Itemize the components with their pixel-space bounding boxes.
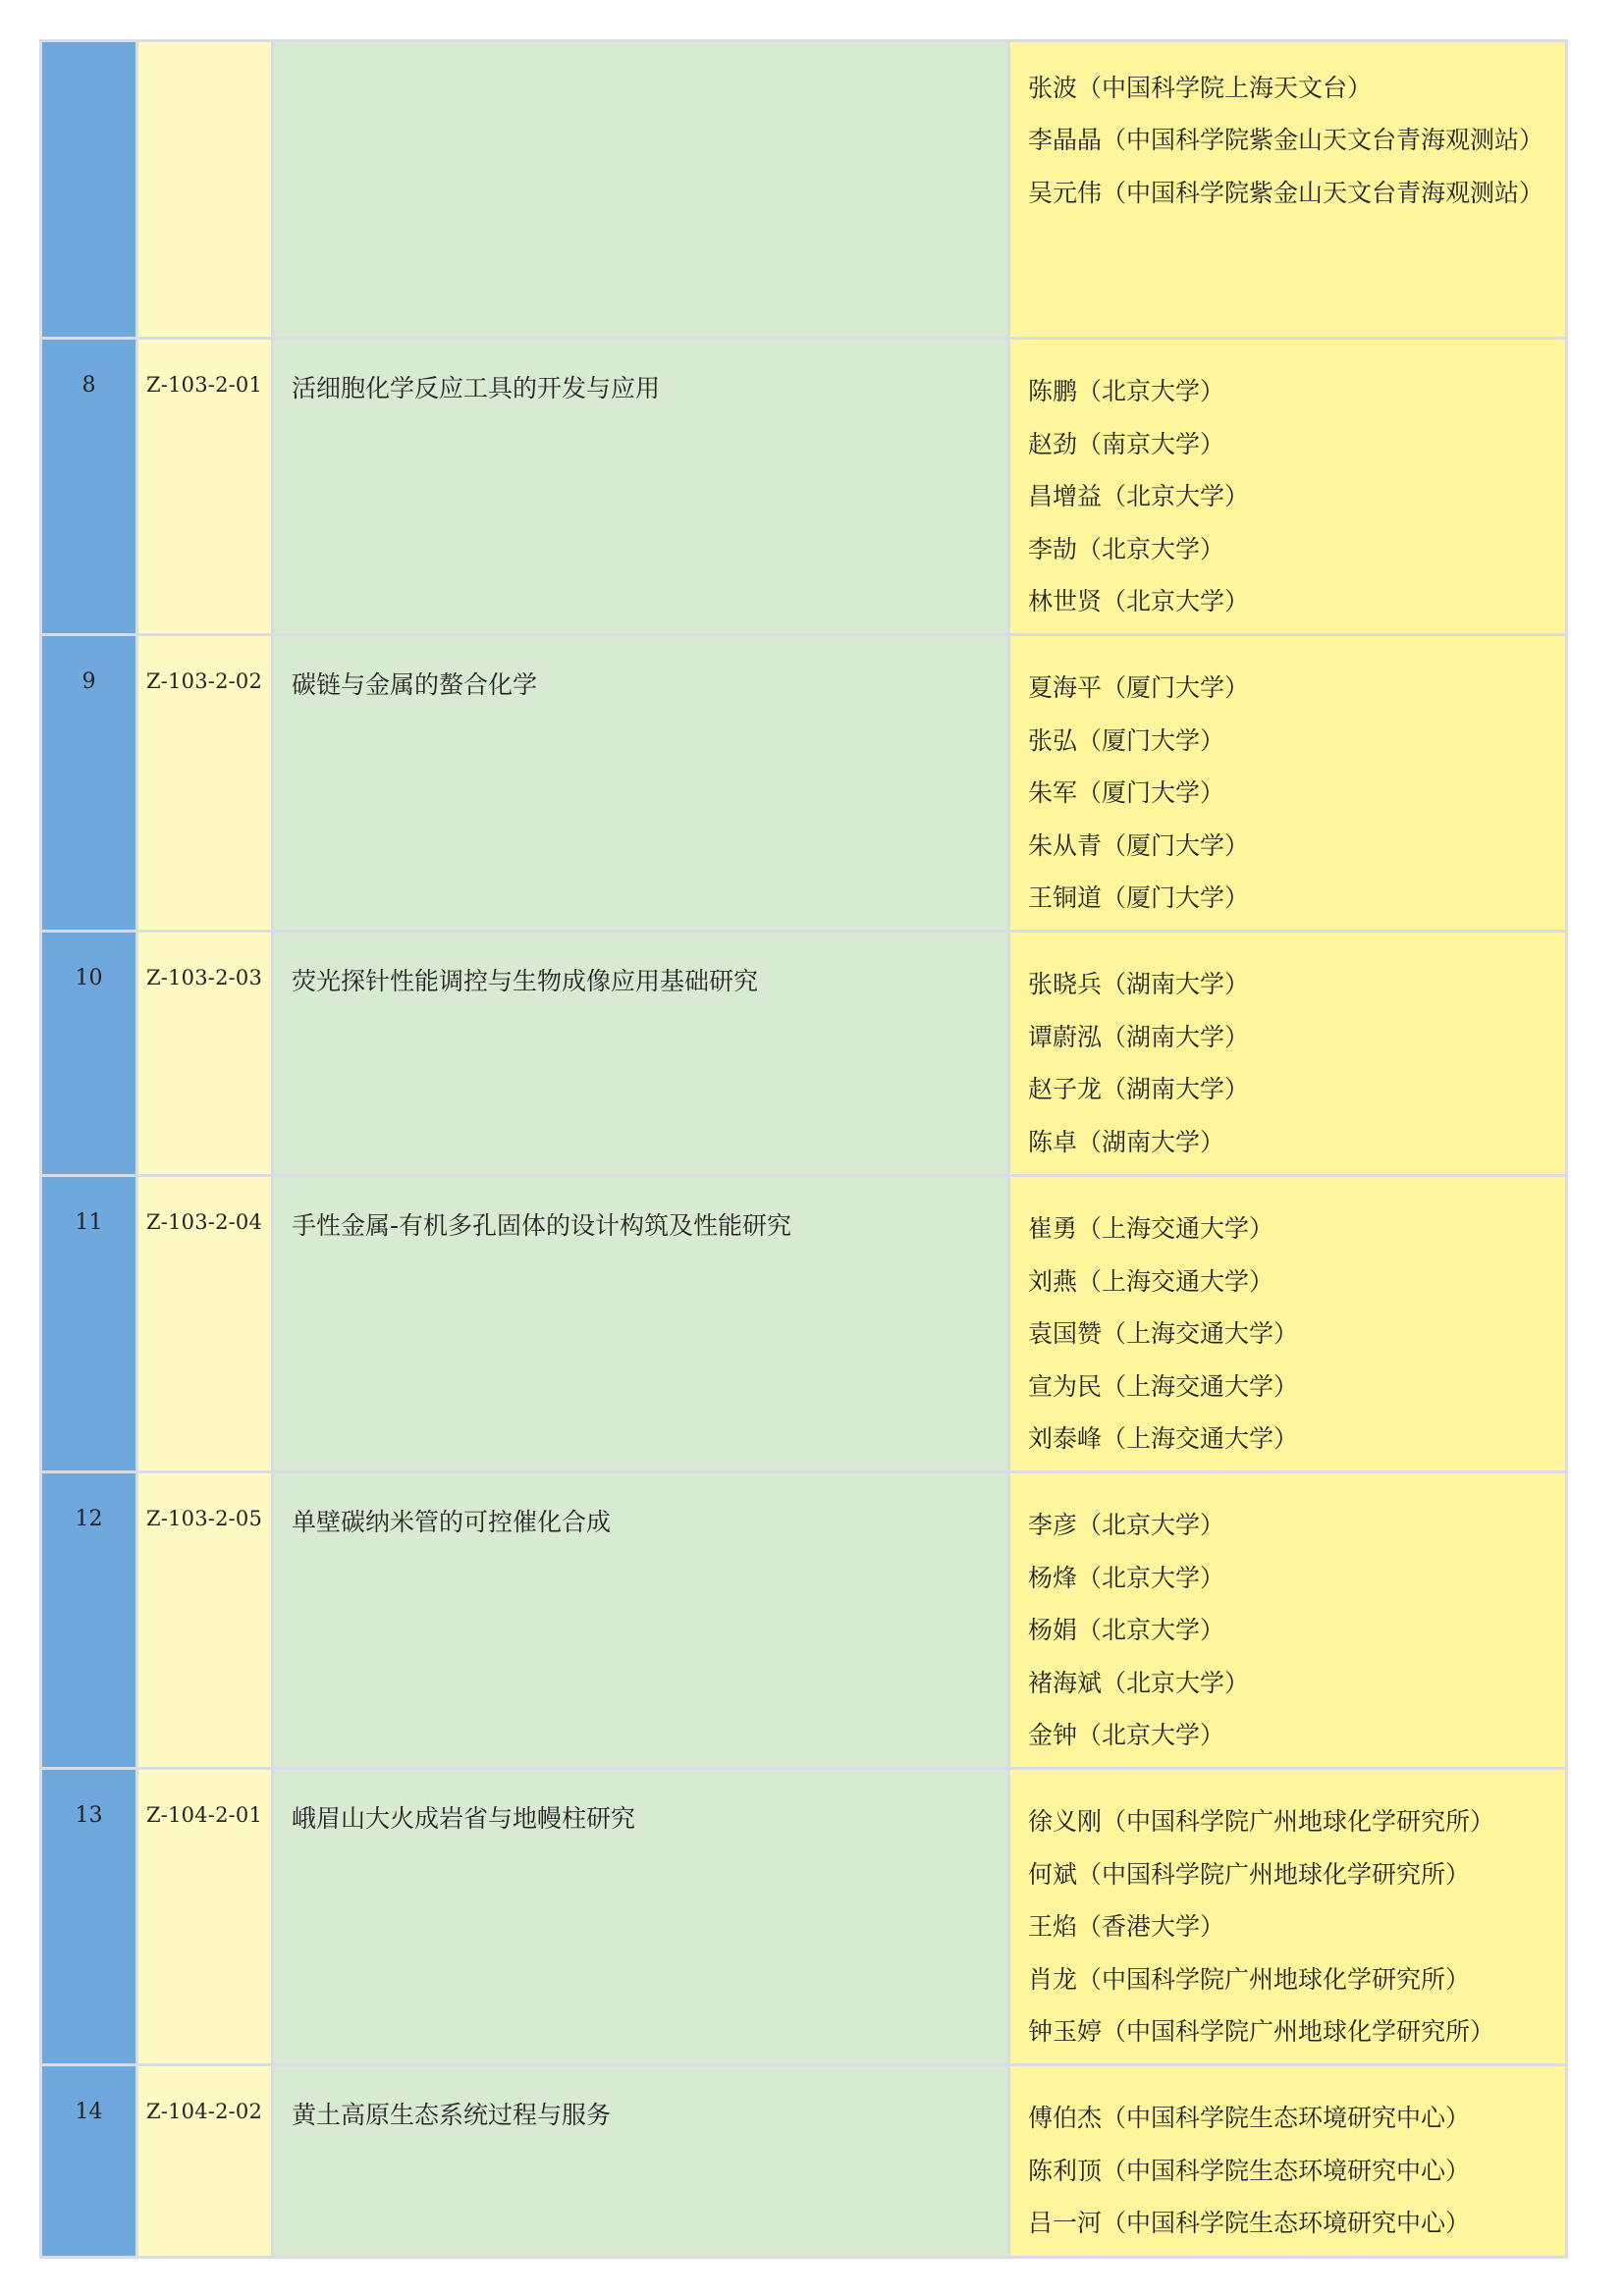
row-number: 12: [75, 1507, 103, 1531]
completers-list: [1010, 933, 1565, 1168]
table-row: [41, 1472, 1567, 1769]
completers-cell: [1009, 1176, 1567, 1472]
table-row: [41, 41, 1567, 339]
completer: 张波（中国科学院上海天文台）: [1028, 74, 1373, 102]
row-number: 13: [75, 1803, 103, 1828]
completer: 李劼（北京大学）: [1028, 534, 1225, 563]
completer: 褚海斌（北京大学）: [1028, 1668, 1250, 1697]
completer: 徐义刚（中国科学院广州地球化学研究所）: [1028, 1807, 1495, 1836]
project-code-cell: [137, 932, 273, 1176]
award-projects-table: [39, 39, 1568, 2259]
project-title-cell: [273, 339, 1009, 635]
project-title: 荧光探针性能调控与生物成像应用基础研究: [292, 967, 759, 995]
row-number-cell: [41, 932, 137, 1176]
project-title: 峨眉山大火成岩省与地幔柱研究: [292, 1804, 636, 1833]
row-number-cell: [41, 1176, 137, 1472]
row-number-cell: [41, 2065, 137, 2258]
project-title: 单壁碳纳米管的可控催化合成: [292, 1508, 612, 1536]
project-code: Z-103-2-02: [146, 669, 263, 693]
completers-list: [1010, 1770, 1565, 2058]
completer: 李彦（北京大学）: [1028, 1511, 1225, 1539]
table-row: [41, 2065, 1567, 2258]
completer: 夏海平（厦门大学）: [1028, 673, 1250, 702]
completers-list: [1010, 636, 1565, 925]
project-code: Z-104-2-02: [146, 2100, 263, 2123]
completer: 肖龙（中国科学院广州地球化学研究所）: [1028, 1964, 1471, 1994]
table-row: [41, 932, 1567, 1176]
completer: 谭蔚泓（湖南大学）: [1028, 1022, 1250, 1051]
project-code: Z-103-2-05: [146, 1507, 263, 1530]
completer: 刘泰峰（上海交通大学）: [1028, 1424, 1299, 1454]
row-number: 14: [75, 2100, 103, 2124]
project-title: 黄土高原生态系统过程与服务: [292, 2101, 612, 2129]
project-code-cell: [137, 339, 273, 635]
completers-cell: [1009, 339, 1567, 635]
project-title-cell: [273, 1769, 1009, 2065]
table-row: [41, 339, 1567, 635]
completer: 金钟（北京大学）: [1028, 1721, 1225, 1750]
completers-cell: [1009, 635, 1567, 932]
project-code: Z-103-2-01: [146, 373, 263, 397]
completer: 王铜道（厦门大学）: [1028, 883, 1250, 913]
table-row: [41, 1769, 1567, 2065]
project-title: 碳链与金属的螯合化学: [292, 670, 538, 699]
project-code-cell: [137, 1769, 273, 2065]
table-row: [41, 635, 1567, 932]
completers-list: [1010, 1473, 1565, 1762]
completer: 吴元伟（中国科学院紫金山天文台青海观测站）: [1028, 178, 1544, 207]
row-number: [42, 42, 135, 76]
row-number: 11: [75, 1210, 103, 1235]
completer: 赵子龙（湖南大学）: [1028, 1075, 1250, 1104]
row-number-cell: [41, 339, 137, 635]
completer: 朱军（厦门大学）: [1028, 778, 1225, 808]
project-code: Z-103-2-04: [146, 1210, 263, 1234]
completer: 赵劲（南京大学）: [1028, 429, 1225, 458]
completers-cell: [1009, 2065, 1567, 2258]
completers-cell: [1009, 41, 1567, 339]
completer: 吕一河（中国科学院生态环境研究中心）: [1028, 2209, 1471, 2238]
completer: 李晶晶（中国科学院紫金山天文台青海观测站）: [1028, 126, 1544, 155]
project-title-cell: [273, 932, 1009, 1176]
project-title: [274, 42, 1007, 76]
project-code: Z-103-2-03: [146, 966, 263, 989]
completer: 陈鹏（北京大学）: [1028, 377, 1225, 405]
row-number-cell: [41, 1769, 137, 2065]
completer: 崔勇（上海交通大学）: [1028, 1214, 1274, 1243]
project-title-cell: [273, 2065, 1009, 2258]
row-number: 8: [81, 373, 96, 398]
project-code-cell: [137, 1176, 273, 1472]
row-number: 9: [81, 669, 96, 694]
project-code-cell: [137, 41, 273, 339]
completers-cell: [1009, 932, 1567, 1176]
completer: 杨烽（北京大学）: [1028, 1563, 1225, 1592]
completer: 林世贤（北京大学）: [1028, 587, 1250, 616]
completers-cell: [1009, 1769, 1567, 2065]
project-code: Z-104-2-01: [146, 1803, 263, 1827]
completer: 何斌（中国科学院广州地球化学研究所）: [1028, 1859, 1471, 1889]
completer: 傅伯杰（中国科学院生态环境研究中心）: [1028, 2104, 1471, 2132]
completer: 刘燕（上海交通大学）: [1028, 1266, 1274, 1296]
completers-list: [1010, 42, 1565, 219]
completer: 朱从青（厦门大学）: [1028, 830, 1250, 860]
completers-list: [1010, 340, 1565, 628]
completer: 陈卓（湖南大学）: [1028, 1127, 1225, 1156]
completer: 钟玉婷（中国科学院广州地球化学研究所）: [1028, 2017, 1495, 2047]
row-number-cell: [41, 41, 137, 339]
row-number-cell: [41, 1472, 137, 1769]
completer: 张晓兵（湖南大学）: [1028, 970, 1250, 998]
project-code-cell: [137, 2065, 273, 2258]
completer: 张弘（厦门大学）: [1028, 725, 1225, 755]
project-code: [138, 42, 271, 76]
project-code-cell: [137, 1472, 273, 1769]
completer: 昌增益（北京大学）: [1028, 482, 1250, 511]
project-title-cell: [273, 635, 1009, 932]
row-number-cell: [41, 635, 137, 932]
completer: 王焰（香港大学）: [1028, 1912, 1225, 1942]
table-row: [41, 1176, 1567, 1472]
row-number: 10: [75, 966, 103, 990]
project-title: 活细胞化学反应工具的开发与应用: [292, 374, 661, 402]
project-title: 手性金属-有机多孔固体的设计构筑及性能研究: [292, 1211, 792, 1240]
completers-list: [1010, 2066, 1565, 2250]
completer: 杨娟（北京大学）: [1028, 1616, 1225, 1645]
project-title-cell: [273, 41, 1009, 339]
completer: 陈利顶（中国科学院生态环境研究中心）: [1028, 2156, 1471, 2185]
completer: 袁国赞（上海交通大学）: [1028, 1319, 1299, 1349]
completer: 宣为民（上海交通大学）: [1028, 1371, 1299, 1401]
completers-cell: [1009, 1472, 1567, 1769]
project-code-cell: [137, 635, 273, 932]
completers-list: [1010, 1177, 1565, 1466]
project-title-cell: [273, 1176, 1009, 1472]
project-title-cell: [273, 1472, 1009, 1769]
